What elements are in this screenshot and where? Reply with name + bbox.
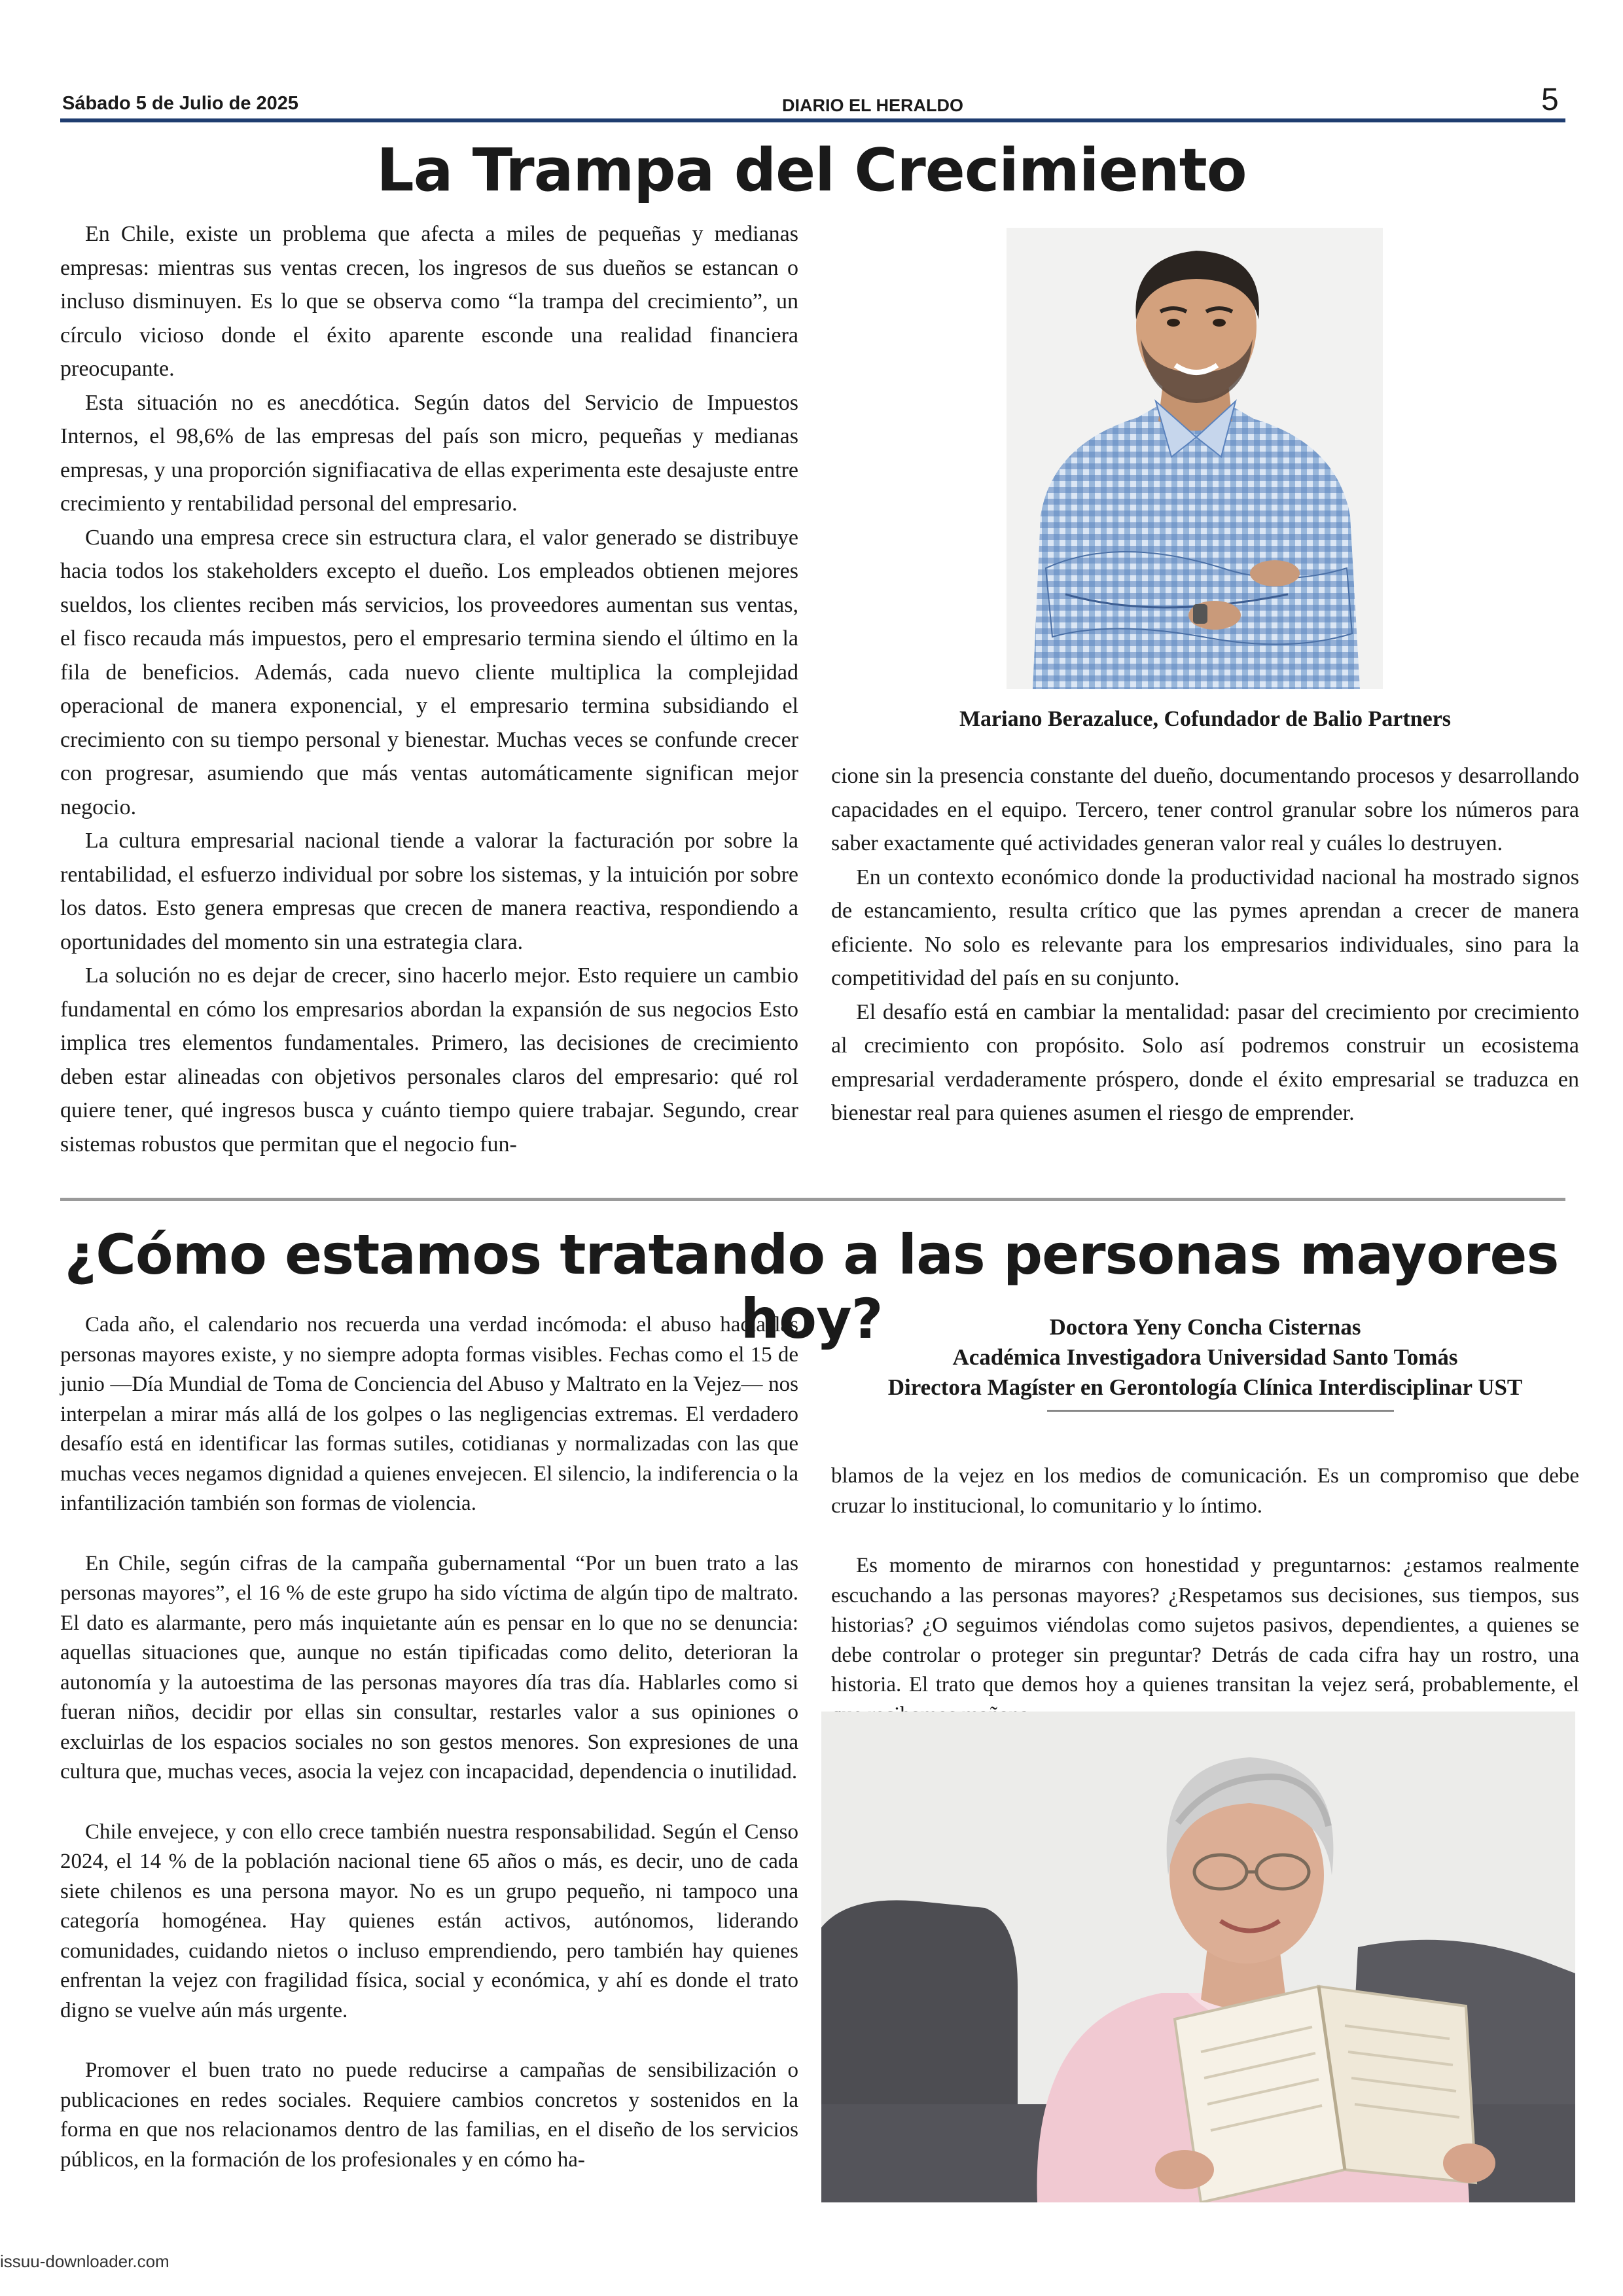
article1-paragraph: cione sin la presencia constante del dueño, documentando procesos y desarrollando capacidades en el equipo. Tercero, tener control granular sobre los números para saber exactamente qué actividades generan valor real y cuáles lo destruyen. [831,764,1579,855]
article2-byline [831,1312,1579,1403]
byline-underline [1047,1410,1394,1412]
article1-paragraph: En Chile, existe un problema que afecta a miles de pequeñas y medianas empresas: mientras sus ventas crecen, los ingresos de sus dueños se estancan o incluso disminuyen. Es lo que se observa como “la trampa del crecimiento”, un círculo vicioso donde el éxito aparente esconde una realidad financiera preocupante. [60,222,798,381]
article2-right-column [831,1462,1579,1730]
watermark: issuu-downloader.com [0,2251,169,2271]
article2-paragraph: Cada año, el calendario nos recuerda una verdad incómoda: el abuso hacia las personas mayores existe, y no siempre adopta formas visibles. Fechas como el 15 de junio —Día Mundial de Toma de Conciencia del Abuso y Maltrato en la Vejez— nos interpelan a mirar más allá de los golpes o las negligencias extremas. El verdadero desafío está en identificar las formas sutiles, cotidianas y normalizadas con las que muchas veces negamos dignidad a quienes envejecen. El silencio, la indiferencia o la infantilización también son formas de violencia. [60,1313,798,1515]
header-rule [60,118,1565,122]
article2-paragraph: blamos de la vejez en los medios de comunicación. Es un compromiso que debe cruzar lo institucional, lo comunitario y lo íntimo. [831,1464,1579,1518]
article1-paragraph: El desafío está en cambiar la mentalidad: pasar del crecimiento por crecimiento al crecimiento con propósito. Solo así podremos construir un ecosistema empresarial verdaderamente próspero, donde el éxito empresarial se traduzca en bienestar real para quienes asumen el riesgo de emprender. [831,999,1579,1125]
byline-author: Doctora Yeny Concha Cisternas [1049,1314,1361,1340]
article1-paragraph: Esta situación no es anecdótica. Según datos del Servicio de Impuestos Internos, el 98,6% de las empresas del país son micro, pequeñas y medianas empresas, y una proporción signifiacativa de ellas experimenta este desajuste entre crecimiento y rentabilidad personal del empresario. [60,390,798,516]
article1-left-column [60,217,798,1161]
author-photo [1007,228,1383,689]
byline-affiliation: Académica Investigadora Universidad Santo Tomás [952,1344,1458,1370]
author-photo-caption: Mariano Berazaluce, Cofundador de Balio Partners [959,707,1452,731]
article1-paragraph: En un contexto económico donde la productividad nacional ha mostrado signos de estancamiento, resulta crítico que las pymes aprendan a crecer de manera eficiente. No solo es relevante para los empresarios individuales, sino para la competitividad del país en su conjunto. [831,865,1579,990]
article2-paragraph: Es momento de mirarnos con honestidad y preguntarnos: ¿estamos realmente escuchando a las personas mayores? ¿Respetamos sus decisiones, sus tiempos, sus historias? ¿O seguimos viéndolas como sujetos pasivos, dependientes, a quienes se debe controlar o proteger sin preguntar? Detrás de cada cifra hay un rostro, una historia. El trato que demos hoy a quienes transitan la vejez será, probablemente, el [831,1554,1579,1696]
newspaper-name: DIARIO EL HERALDO [782,96,964,115]
issue-date: Sábado 5 de Julio de 2025 [62,93,299,114]
article2-title: ¿Cómo estamos tratando a las personas mayores hoy? [64,1223,1559,1351]
page-number: 5 [1541,82,1559,117]
article2-left-column [60,1310,798,2175]
article2-paragraph: En Chile, según cifras de la campaña gubernamental “Por un buen trato a las personas mayores”, el 16 % de este grupo ha sido víctima de algún tipo de maltrato. El dato es alarmante, pero más inquietante aún es pensar en lo que no se denuncia: aquellas situaciones que, aunque no están tipificadas como delito, deterioran la autonomía y la autoestima de las personas mayores día tras día. Hablarles como si fueran niños, decidir por ellas sin consultar, restarles valor a sus opiniones o excluirlas de los espacios sociales no son gestos menores. Son expresiones de una cultura que, muchas veces, asocia la vejez con incapacidad, dependencia o inutilidad. [60,1551,798,1784]
article1-paragraph: Cuando una empresa crece sin estructura clara, el valor generado se distribuye hacia todos los stakeholders excepto el dueño. Los empleados obtienen mejores sueldos, los clientes reciben más servicios, los proveedores aumentan sus ventas, el fisco recauda más impuestos, pero el empresario termina siendo el último en la fila de beneficios. Además, cada nuevo cliente multiplica la complejidad operacional de manera exponencial, y el empresario termina subsidiando el crecimiento con su tiempo personal y bienestar. Muchas veces se confunde crecer con progresar, asumiendo que más ventas automáticamente significan mejor negocio. [60,525,798,819]
article1-right-column [831,759,1579,1130]
section-divider [60,1198,1565,1201]
elderly-woman-reading-photo [821,1712,1575,2202]
article1-paragraph: La cultura empresarial nacional tiende a valorar la facturación por sobre la rentabilidad, el esfuerzo individual por sobre los sistemas, y la intuición por sobre los datos. Esto genera empresas que crecen de manera reactiva, respondiendo a oportunidades del momento sin una estrategia clara. [60,829,798,954]
article1-title: La Trampa del Crecimiento [376,136,1247,205]
byline-role: Directora Magíster en Gerontología Clínica Interdisciplinar UST [887,1374,1523,1400]
article1-paragraph: La solución no es dejar de crecer, sino hacerlo mejor. Esto requiere un cambio fundamental en cómo los empresarios abordan la expansión de sus negocios Esto implica tres elementos fundamentales. Primero, las decisiones de crecimiento deben estar alineadas con objetivos personales claros del empresario: qué rol quiere tener, qué ingresos busca y cuánto tiempo quiere trabajar. Segundo, crear sistemas robustos que permitan que el negocio fun- [60,963,798,1157]
article2-paragraph: Promover el buen trato no puede reducirse a campañas de sensibilización o publicaciones en redes sociales. Requiere cambios concretos y sostenidos en la forma en que nos relacionamos dentro de las familias, en el diseño de los servicios públicos, en la formación de los profesionales y en cómo ha- [60,2058,798,2172]
article2-paragraph: Chile envejece, y con ello crece también nuestra responsabilidad. Según el Censo 2024, el 14 % de la población nacional tiene 65 años o más, es decir, uno de cada siete chilenos es una persona mayor. No es un grupo pequeño, ni tampoco una categoría homogénea. Hay quienes están activos, autónomos, liderando comunidades, cuidando nietos o incluso emprendiendo, pero también hay quienes enfrentan la vejez con fragilidad física, social y económica, y ahí es donde el trato digno se vuelve aún más urgente. [60,1820,798,2022]
